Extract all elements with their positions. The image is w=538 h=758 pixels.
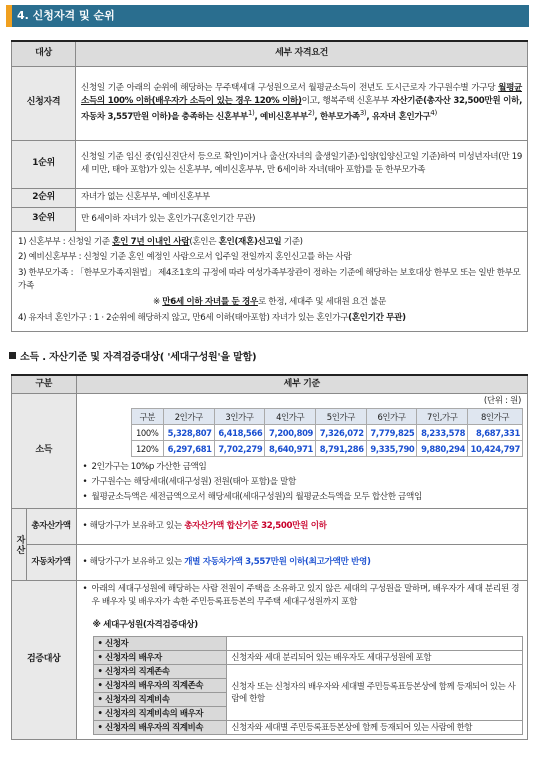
col-criteria: 세부 기준 <box>76 375 528 393</box>
income-value: 5,328,807 <box>163 425 214 441</box>
income-col-header: 6인가구 <box>366 409 417 425</box>
income-row <box>131 425 523 441</box>
income-note-item: • 월평균소득액은 세전금액으로서 해당세대(세대구성원)의 월평균소득액을 모두 합산한 금액임 <box>83 491 524 504</box>
income-notes <box>77 459 528 508</box>
rank2-label: 2순위 <box>12 188 76 207</box>
member-ascendant: • 신청자의 직계존속 <box>93 664 227 678</box>
member-spouse: • 신청자의 배우자 <box>93 650 227 664</box>
member-spouse-descendant-note: 신청자와 세대별 주민등록표등본상에 함께 등재되어 있는 사람에 한함 <box>227 720 523 734</box>
income-value: 8,233,578 <box>417 425 468 441</box>
square-bullet-icon <box>9 352 16 359</box>
member-spouse-note: 신청자와 세대 분리되어 있는 배우자도 세대구성원에 포함 <box>227 650 523 664</box>
section-header: 4. 신청자격 및 순위 <box>6 5 529 27</box>
member-spouse-descendant: • 신청자의 배우자의 직계비속 <box>93 720 227 734</box>
member-lineal-note: 신청자 또는 신청자의 배우자와 세대별 주민등록표등본상에 함께 등재되어 있는 사람에 한함 <box>227 664 523 720</box>
income-value: 8,791,286 <box>316 441 367 457</box>
col-target: 대상 <box>12 41 76 66</box>
income-note-item: • 2인가구는 10%p 가산한 금액임 <box>83 461 524 474</box>
section2-title: 소득 . 자산기준 및 자격검증대상( '세대구성원'을 말함) <box>9 350 256 365</box>
income-table <box>131 408 524 457</box>
income-row <box>131 441 523 457</box>
verify-cell <box>76 581 528 740</box>
criteria-table <box>11 374 528 740</box>
income-value: 9,335,790 <box>366 441 417 457</box>
col-detail: 세부 자격요건 <box>76 41 528 66</box>
col-category: 구분 <box>12 375 77 393</box>
income-value: 6,297,681 <box>163 441 214 457</box>
rank2-desc: 자녀가 없는 신혼부부, 예비신혼부부 <box>76 188 528 207</box>
income-col-header: 3인가구 <box>214 409 265 425</box>
income-col-header: 8인가구 <box>468 409 523 425</box>
member-descendant-spouse: • 신청자의 직계비속의 배우자 <box>93 706 227 720</box>
income-col-header: 7인,가구 <box>417 409 468 425</box>
income-value: 7,702,279 <box>214 441 265 457</box>
applicant-desc: 신청일 기준 아래의 순위에 해당하는 무주택세대 구성원으로서 월평균소득이 전년도 도시근로자 가구원수별 가구당 월평균 소득의 100% 이하(배우자가 소득이 있는 경우 120% 이하)이고, 행복주택 신혼부부 자산기준(총자산 32,500만원 이하, 자동차 3,557만원 이하)을 충족하는 신혼부부$^{1)}$, 예비신혼부부$^{2)}$, 한부모가족$^{3)}$, 유자녀 혼인가구$^{4)}$ <box>76 66 528 140</box>
income-value: 8,640,971 <box>265 441 316 457</box>
income-value: 10,424,797 <box>468 441 523 457</box>
income-col-header: 구분 <box>131 409 163 425</box>
qualification-notes <box>12 231 528 331</box>
rank1-label: 1순위 <box>12 140 76 188</box>
income-col-header: 4인가구 <box>265 409 316 425</box>
member-descendant: • 신청자의 직계비속 <box>93 692 227 706</box>
total-asset-desc: • 해당가구가 보유하고 있는 총자산가액 합산기준 32,500만원 이하 <box>76 509 528 545</box>
income-note-item: • 가구원수는 해당세대(세대구성원) 전원(태아 포함)을 말함 <box>83 476 524 489</box>
income-value: 7,326,072 <box>316 425 367 441</box>
income-row-label: 120% <box>131 441 163 457</box>
income-value: 8,687,331 <box>468 425 523 441</box>
note-1: 1) 신혼부부 : 신청일 기준 혼인 7년 이내인 사람(혼인은 혼인(재혼)신고일 기준) <box>18 236 303 247</box>
car-asset-label: 자동차가액 <box>26 545 76 581</box>
verify-label: 검증대상 <box>12 581 77 740</box>
rank3-desc: 만 6세이하 자녀가 있는 혼인가구(혼인기간 무관) <box>76 207 528 231</box>
income-value: 9,880,294 <box>417 441 468 457</box>
asset-label: 자산 <box>12 509 27 581</box>
income-value: 7,200,809 <box>265 425 316 441</box>
member-spouse-ascendant: • 신청자의 배우자의 직계존속 <box>93 678 227 692</box>
note-3-sub: ※ 만6세 이하 자녀를 둔 경우로 한정, 세대주 및 세대원 요건 불문 <box>153 297 386 308</box>
member-applicant: • 신청자 <box>93 636 227 650</box>
income-row-label: 100% <box>131 425 163 441</box>
total-asset-label: 총자산가액 <box>26 509 76 545</box>
income-value: 7,779,825 <box>366 425 417 441</box>
applicant-label: 신청자격 <box>12 66 76 140</box>
rank3-label: 3순위 <box>12 207 76 231</box>
verify-desc: • 아래의 세대구성원에 해당하는 사람 전원이 주택을 소유하고 있지 않은 세대의 구성원을 말하며, 배우자가 세대 분리된 경우 배우자 및 배우자가 속한 주민등록표등본의 무주택 세대구성원까지 포함 <box>83 583 524 609</box>
income-col-header: 2인가구 <box>163 409 214 425</box>
qualification-table <box>11 40 528 332</box>
note-2: 2) 예비신혼부부 : 신청일 기준 혼인 예정인 사람으로서 입주일 전일까지 혼인신고를 하는 사람 <box>18 252 352 263</box>
income-label: 소득 <box>12 393 77 509</box>
income-value: 6,418,566 <box>214 425 265 441</box>
income-unit: (단위 : 원) <box>483 395 521 406</box>
rank1-desc: 신청일 기준 임신 중(임신진단서 등으로 확인)이거나 출산(자녀의 출생일기준)·입양(입양신고일 기준)하여 미성년자녀(만 19세 미만, 태아 포함)가 있는 신혼부부, 예비신혼부부, 만 6세이하 자녀(태아 포함)를 둔 한부모가족 <box>76 140 528 188</box>
income-cell <box>76 393 528 509</box>
note-3: 3) 한부모가족 : 「한부모가족지원법」 제4조1호의 규정에 따라 여성가족부장관이 정하는 기준에 해당하는 보호대상 한부모 또는 일반 한부모가족 <box>18 268 521 292</box>
income-col-header: 5인가구 <box>316 409 367 425</box>
member-title: ※ 세대구성원(자격검증대상) <box>92 619 198 630</box>
note-4: 4) 유자녀 혼인가구 : 1 · 2순위에 해당하지 않고, 만6세 이하(태아포함) 자녀가 있는 혼인가구(혼인기간 무관) <box>18 312 406 323</box>
member-table <box>93 636 524 735</box>
car-asset-desc: • 해당가구가 보유하고 있는 개별 자동차가액 3,557만원 이하(최고가액만 반영) <box>76 545 528 581</box>
